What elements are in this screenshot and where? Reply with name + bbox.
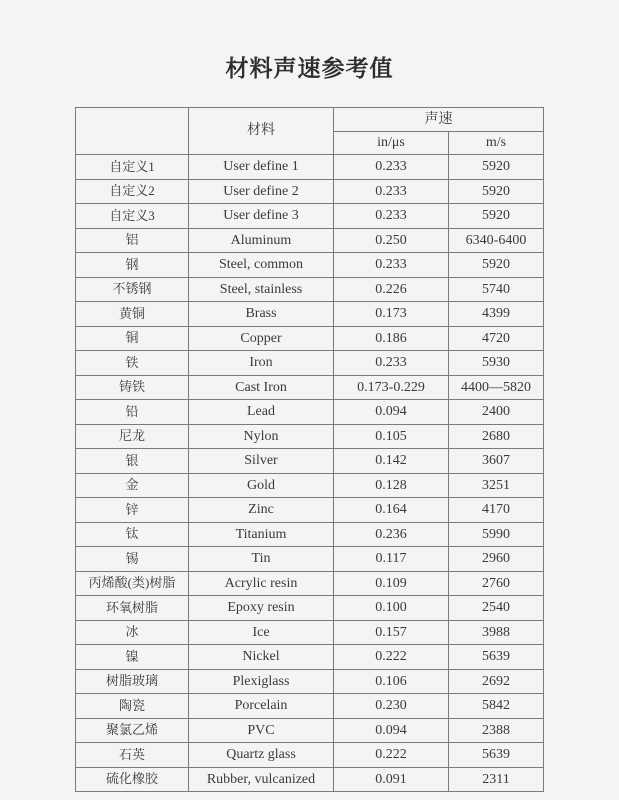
- material-name-cn: 铁: [76, 351, 189, 376]
- material-name-cn: 银: [76, 449, 189, 474]
- velocity-m-s: 5639: [449, 645, 544, 670]
- velocity-in-us: 0.233: [334, 155, 449, 180]
- unit-m-s-header: m/s: [449, 131, 544, 155]
- table-row: [76, 767, 544, 792]
- material-name-en: Copper: [189, 326, 334, 351]
- table-row: [76, 645, 544, 670]
- velocity-in-us: 0.142: [334, 449, 449, 474]
- velocity-in-us: 0.233: [334, 179, 449, 204]
- velocity-in-us: 0.222: [334, 645, 449, 670]
- material-name-en: Zinc: [189, 498, 334, 523]
- material-name-cn: 金: [76, 473, 189, 498]
- material-name-en: Nylon: [189, 424, 334, 449]
- material-name-cn: 自定义3: [76, 204, 189, 229]
- material-name-cn: 铝: [76, 228, 189, 253]
- material-name-cn: 铅: [76, 400, 189, 425]
- table-row: [76, 351, 544, 376]
- material-name-en: Steel, stainless: [189, 277, 334, 302]
- velocity-m-s: 5639: [449, 743, 544, 768]
- material-name-cn: 环氧树脂: [76, 596, 189, 621]
- page-title: 材料声速参考值: [225, 55, 394, 81]
- material-name-en: Gold: [189, 473, 334, 498]
- velocity-in-us: 0.164: [334, 498, 449, 523]
- material-name-en: Porcelain: [189, 694, 334, 719]
- velocity-m-s: 5842: [449, 694, 544, 719]
- table-row: [76, 743, 544, 768]
- velocity-m-s: 3607: [449, 449, 544, 474]
- velocity-in-us: 0.173: [334, 302, 449, 327]
- velocity-in-us: 0.109: [334, 571, 449, 596]
- table-row: [76, 424, 544, 449]
- velocity-m-s: 5920: [449, 253, 544, 278]
- velocity-in-us: 0.226: [334, 277, 449, 302]
- velocity-in-us: 0.236: [334, 522, 449, 547]
- material-name-en: Titanium: [189, 522, 334, 547]
- velocity-in-us: 0.100: [334, 596, 449, 621]
- table-row: [76, 326, 544, 351]
- velocity-in-us: 0.233: [334, 253, 449, 278]
- material-name-en: Iron: [189, 351, 334, 376]
- velocity-m-s: 4399: [449, 302, 544, 327]
- velocity-m-s: 2400: [449, 400, 544, 425]
- table-row: [76, 596, 544, 621]
- table-row: [76, 179, 544, 204]
- material-name-cn: 丙烯酸(类)树脂: [76, 571, 189, 596]
- velocity-m-s: 6340-6400: [449, 228, 544, 253]
- material-name-cn: 自定义1: [76, 155, 189, 180]
- velocity-m-s: 2680: [449, 424, 544, 449]
- material-name-en: Ice: [189, 620, 334, 645]
- material-name-en: User define 2: [189, 179, 334, 204]
- velocity-m-s: 5920: [449, 155, 544, 180]
- velocity-m-s: 5740: [449, 277, 544, 302]
- velocity-m-s: 5930: [449, 351, 544, 376]
- material-name-en: Plexiglass: [189, 669, 334, 694]
- table-row: [76, 253, 544, 278]
- velocity-in-us: 0.106: [334, 669, 449, 694]
- table-row: [76, 204, 544, 229]
- material-name-cn: 不锈钢: [76, 277, 189, 302]
- material-name-en: Lead: [189, 400, 334, 425]
- velocity-m-s: 5990: [449, 522, 544, 547]
- velocity-m-s: 2960: [449, 547, 544, 572]
- velocity-in-us: 0.233: [334, 204, 449, 229]
- sound-velocity-reference-table: [75, 107, 544, 792]
- material-column-header: 材料: [189, 108, 334, 155]
- table-row: [76, 155, 544, 180]
- material-name-en: Aluminum: [189, 228, 334, 253]
- material-name-en: Tin: [189, 547, 334, 572]
- velocity-in-us: 0.117: [334, 547, 449, 572]
- velocity-m-s: 2760: [449, 571, 544, 596]
- velocity-in-us: 0.173-0.229: [334, 375, 449, 400]
- table-row: [76, 620, 544, 645]
- material-name-cn: 锌: [76, 498, 189, 523]
- velocity-in-us: 0.128: [334, 473, 449, 498]
- material-name-en: PVC: [189, 718, 334, 743]
- corner-header-cell: [76, 108, 189, 155]
- velocity-m-s: 4170: [449, 498, 544, 523]
- material-name-en: Nickel: [189, 645, 334, 670]
- material-name-cn: 硫化橡胶: [76, 767, 189, 792]
- table-body: [76, 155, 544, 792]
- table-row: [76, 498, 544, 523]
- unit-in-us-header: in/μs: [334, 131, 449, 155]
- material-name-en: Rubber, vulcanized: [189, 767, 334, 792]
- material-name-en: Brass: [189, 302, 334, 327]
- velocity-m-s: 2388: [449, 718, 544, 743]
- material-name-cn: 铸铁: [76, 375, 189, 400]
- velocity-in-us: 0.186: [334, 326, 449, 351]
- material-name-cn: 镍: [76, 645, 189, 670]
- table-row: [76, 522, 544, 547]
- material-name-cn: 陶瓷: [76, 694, 189, 719]
- table-row: [76, 277, 544, 302]
- material-name-en: Quartz glass: [189, 743, 334, 768]
- table-header: [76, 108, 544, 155]
- material-name-cn: 石英: [76, 743, 189, 768]
- header-row-top: [76, 108, 544, 132]
- table-row: [76, 400, 544, 425]
- material-name-en: User define 1: [189, 155, 334, 180]
- velocity-m-s: 4400—5820: [449, 375, 544, 400]
- velocity-in-us: 0.222: [334, 743, 449, 768]
- material-name-cn: 树脂玻璃: [76, 669, 189, 694]
- table-row: [76, 375, 544, 400]
- material-name-cn: 聚氯乙烯: [76, 718, 189, 743]
- velocity-m-s: 3988: [449, 620, 544, 645]
- table-row: [76, 449, 544, 474]
- material-name-cn: 钛: [76, 522, 189, 547]
- material-name-cn: 尼龙: [76, 424, 189, 449]
- velocity-m-s: 2311: [449, 767, 544, 792]
- table-row: [76, 302, 544, 327]
- table-row: [76, 228, 544, 253]
- material-name-cn: 铜: [76, 326, 189, 351]
- material-name-en: Cast Iron: [189, 375, 334, 400]
- velocity-m-s: 4720: [449, 326, 544, 351]
- material-name-cn: 自定义2: [76, 179, 189, 204]
- material-name-en: Silver: [189, 449, 334, 474]
- material-name-en: Steel, common: [189, 253, 334, 278]
- velocity-in-us: 0.233: [334, 351, 449, 376]
- material-name-en: User define 3: [189, 204, 334, 229]
- material-name-cn: 黄铜: [76, 302, 189, 327]
- velocity-m-s: 5920: [449, 204, 544, 229]
- velocity-m-s: 3251: [449, 473, 544, 498]
- velocity-in-us: 0.105: [334, 424, 449, 449]
- table-row: [76, 718, 544, 743]
- material-name-cn: 冰: [76, 620, 189, 645]
- velocity-in-us: 0.094: [334, 718, 449, 743]
- material-name-en: Epoxy resin: [189, 596, 334, 621]
- material-name-cn: 锡: [76, 547, 189, 572]
- velocity-in-us: 0.250: [334, 228, 449, 253]
- velocity-group-header: 声速: [334, 108, 544, 132]
- table-row: [76, 547, 544, 572]
- material-name-en: Acrylic resin: [189, 571, 334, 596]
- table-row: [76, 669, 544, 694]
- table-row: [76, 694, 544, 719]
- velocity-m-s: 2540: [449, 596, 544, 621]
- table-row: [76, 473, 544, 498]
- material-name-cn: 钢: [76, 253, 189, 278]
- velocity-in-us: 0.230: [334, 694, 449, 719]
- table-row: [76, 571, 544, 596]
- velocity-in-us: 0.157: [334, 620, 449, 645]
- velocity-m-s: 2692: [449, 669, 544, 694]
- velocity-in-us: 0.094: [334, 400, 449, 425]
- velocity-m-s: 5920: [449, 179, 544, 204]
- velocity-in-us: 0.091: [334, 767, 449, 792]
